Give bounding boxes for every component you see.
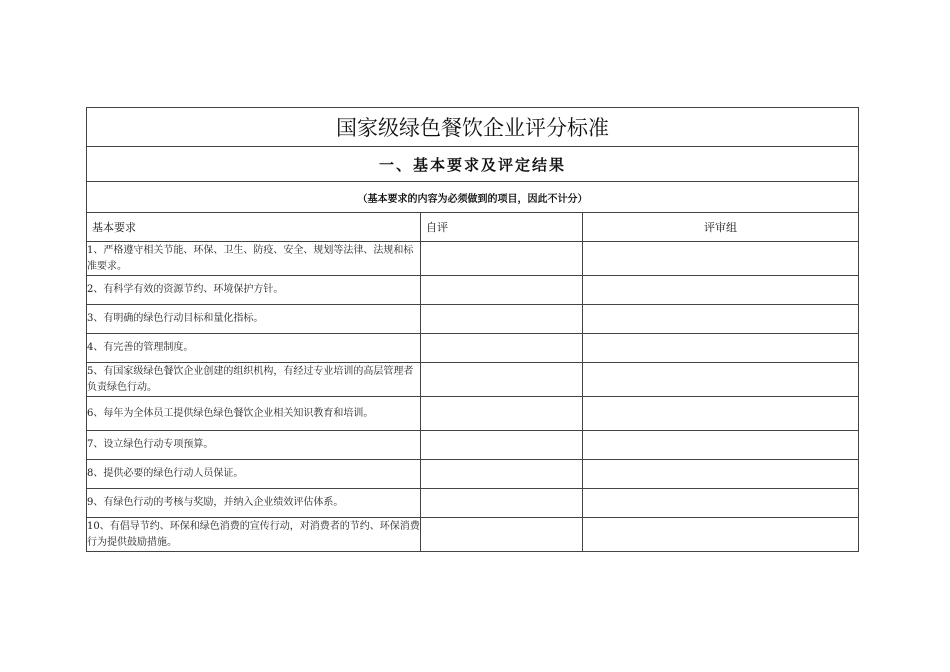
review-panel-cell[interactable] [583, 489, 859, 518]
table-row [87, 363, 859, 397]
header-row [87, 213, 859, 242]
table-row [87, 460, 859, 489]
document-title: 国家级绿色餐饮企业评分标准 [87, 108, 859, 147]
table-row [87, 431, 859, 460]
review-panel-cell[interactable] [583, 518, 859, 552]
table-row [87, 276, 859, 305]
table-row [87, 334, 859, 363]
section-row [87, 147, 859, 182]
column-header-self-eval: 自评 [421, 213, 583, 242]
self-eval-cell[interactable] [421, 363, 583, 397]
title-row [87, 108, 859, 147]
requirement-text: 2、有科学有效的资源节约、环境保护方针。 [87, 276, 421, 305]
requirement-text: 4、有完善的管理制度。 [87, 334, 421, 363]
review-panel-cell[interactable] [583, 363, 859, 397]
scoring-standard-table [86, 107, 859, 552]
requirement-text: 1、严格遵守相关节能、环保、卫生、防疫、安全、规划等法律、法规和标准要求。 [87, 242, 421, 276]
table-row [87, 489, 859, 518]
self-eval-cell[interactable] [421, 305, 583, 334]
self-eval-cell[interactable] [421, 460, 583, 489]
self-eval-cell[interactable] [421, 518, 583, 552]
review-panel-cell[interactable] [583, 334, 859, 363]
review-panel-cell[interactable] [583, 460, 859, 489]
requirement-text: 6、每年为全体员工提供绿色绿色餐饮企业相关知识教育和培训。 [87, 397, 421, 431]
requirement-text: 9、有绿色行动的考核与奖励，并纳入企业绩效评估体系。 [87, 489, 421, 518]
self-eval-cell[interactable] [421, 276, 583, 305]
column-header-review-panel: 评审组 [583, 213, 859, 242]
table-row [87, 242, 859, 276]
table-row [87, 397, 859, 431]
requirement-text: 10、有倡导节约、环保和绿色消费的宣传行动，对消费者的节约、环保消费行为提供鼓励措施。 [87, 518, 421, 552]
self-eval-cell[interactable] [421, 431, 583, 460]
table-row [87, 305, 859, 334]
review-panel-cell[interactable] [583, 276, 859, 305]
note-row [87, 182, 859, 213]
section-note: （基本要求的内容为必须做到的项目，因此不计分） [87, 182, 859, 213]
column-header-requirement: 基本要求 [87, 213, 421, 242]
requirement-text: 5、有国家级绿色餐饮企业创建的组织机构，有经过专业培训的高层管理者负责绿色行动。 [87, 363, 421, 397]
self-eval-cell[interactable] [421, 397, 583, 431]
review-panel-cell[interactable] [583, 242, 859, 276]
table-row [87, 518, 859, 552]
requirement-text: 8、提供必要的绿色行动人员保证。 [87, 460, 421, 489]
self-eval-cell[interactable] [421, 489, 583, 518]
review-panel-cell[interactable] [583, 397, 859, 431]
section-title: 一、基本要求及评定结果 [87, 147, 859, 182]
requirement-text: 7、设立绿色行动专项预算。 [87, 431, 421, 460]
review-panel-cell[interactable] [583, 305, 859, 334]
self-eval-cell[interactable] [421, 242, 583, 276]
self-eval-cell[interactable] [421, 334, 583, 363]
review-panel-cell[interactable] [583, 431, 859, 460]
requirement-text: 3、有明确的绿色行动目标和量化指标。 [87, 305, 421, 334]
